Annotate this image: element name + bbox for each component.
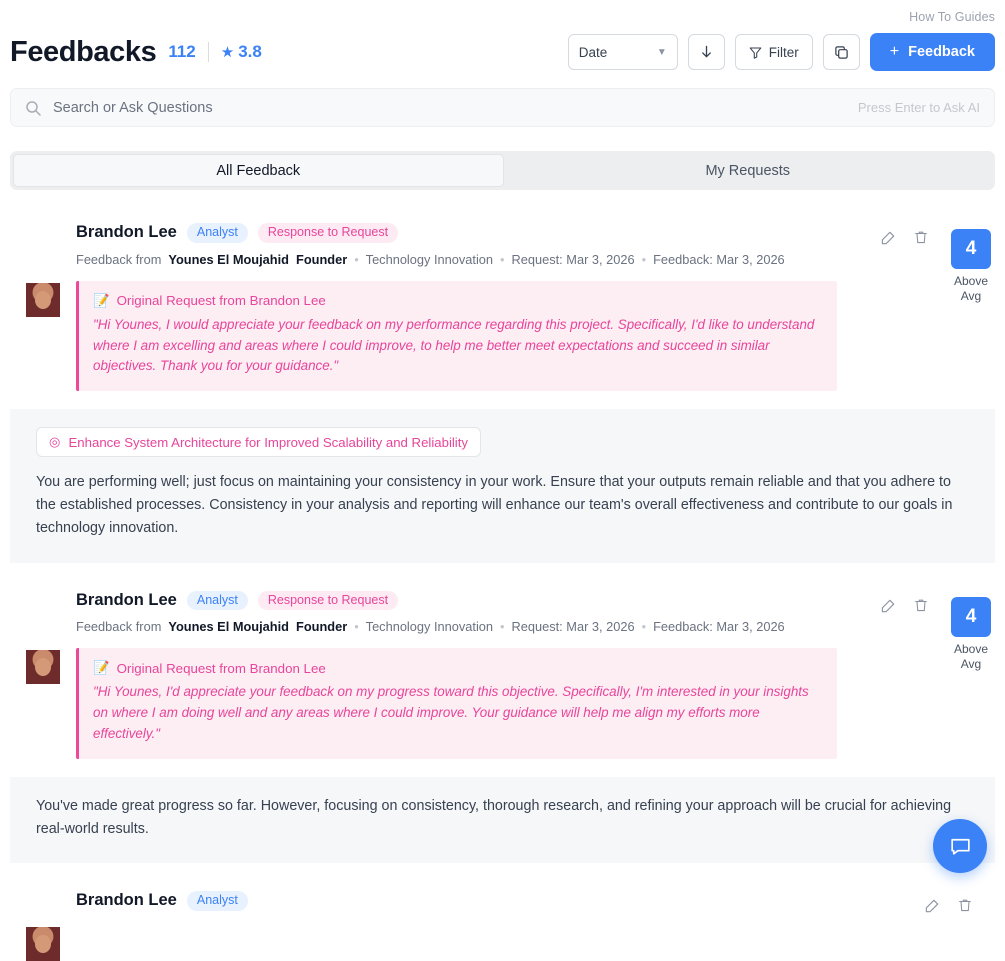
score-block: [951, 597, 995, 672]
objective-badge[interactable]: [36, 427, 481, 457]
role-badge: Analyst: [187, 891, 248, 911]
feedback-person-row: [76, 891, 248, 911]
feedback-person-row: [76, 223, 785, 243]
feedback-meta: [76, 252, 785, 267]
tab-my-requests[interactable]: My Requests: [705, 162, 791, 179]
arrow-down-icon: [699, 44, 714, 60]
add-feedback-label: Feedback: [908, 44, 975, 60]
card-separator: [0, 863, 1005, 873]
avatar: [26, 283, 60, 317]
feedback-card: [0, 873, 1005, 961]
avatar: [26, 927, 60, 961]
feedback-card: [0, 573, 1005, 863]
original-request-title: Original Request from Brandon Lee: [116, 293, 326, 309]
meta-separator-icon: •: [500, 251, 505, 267]
document-icon: 📝: [93, 660, 110, 676]
original-request-title-row: [93, 293, 821, 309]
card-separator: [0, 563, 1005, 573]
search-icon: [25, 100, 41, 116]
score-label: Above Avg: [953, 641, 989, 671]
header-actions: [568, 33, 995, 71]
feedback-list: [0, 205, 1005, 910]
meta-separator-icon: •: [354, 251, 359, 267]
type-badge: Response to Request: [258, 591, 398, 611]
meta-feedback-date: Feedback: Mar 3, 2026: [653, 251, 785, 267]
meta-author: Younes El Moujahid: [168, 251, 289, 267]
objective-label: Enhance System Architecture for Improved Scalability and Reliability: [68, 434, 468, 450]
original-request-row: [10, 281, 995, 391]
meta-separator-icon: •: [500, 619, 505, 635]
filter-button[interactable]: [735, 34, 813, 70]
sort-direction-button[interactable]: [688, 34, 725, 70]
search-bar[interactable]: [10, 88, 995, 127]
page-header: [0, 26, 1005, 78]
page-title: Feedbacks: [10, 35, 157, 68]
target-icon: ◎: [49, 434, 61, 450]
type-badge: Response to Request: [258, 223, 398, 243]
original-request-row: [10, 925, 995, 961]
chat-icon: [948, 834, 973, 859]
feedback-card-actions: [924, 897, 995, 919]
original-request-title: Original Request from Brandon Lee: [116, 660, 326, 676]
copy-icon: [834, 45, 849, 60]
meta-request-date: Request: Mar 3, 2026: [511, 251, 635, 267]
score-label: Above Avg: [953, 274, 989, 303]
meta-author-role: Founder: [296, 619, 348, 635]
funnel-icon: [749, 46, 762, 59]
filter-button-label: Filter: [768, 44, 799, 60]
chevron-down-icon: ▼: [656, 46, 667, 58]
document-icon: 📝: [93, 292, 110, 308]
chat-fab-button[interactable]: [933, 819, 987, 873]
role-badge: Analyst: [187, 223, 248, 243]
score-block: [951, 229, 995, 304]
feedback-answer-text: You are performing well; just focus on maintaining your consistency in your work. Ensure that your outputs remain reliable and that you adhere to the established processes. Consistency in your analysis and reporting will enhance our team's overall effectiveness and contribute to our goals in technology innovation.: [36, 474, 953, 537]
original-request-quote: [76, 648, 837, 758]
feedback-person-name: Brandon Lee: [76, 891, 177, 910]
meta-author-role: Founder: [296, 251, 348, 267]
tab-all-feedback[interactable]: All Feedback: [13, 154, 504, 187]
edit-icon[interactable]: [880, 597, 897, 619]
sort-select-value: Date: [578, 44, 608, 60]
star-icon: ★: [220, 43, 235, 61]
feedback-card-actions: [880, 229, 995, 304]
original-request-quote: [76, 281, 837, 391]
feedback-answer: [10, 409, 995, 562]
feedback-card-headinfo: [76, 591, 785, 635]
meta-separator-icon: •: [354, 619, 359, 635]
feedback-count: 112: [168, 42, 196, 61]
trash-icon[interactable]: [957, 897, 973, 919]
edit-icon[interactable]: [880, 229, 897, 251]
feedback-answer: [10, 777, 995, 863]
trash-icon[interactable]: [913, 229, 929, 251]
feedback-card-headinfo: [76, 223, 785, 267]
feedback-person-name: Brandon Lee: [76, 223, 177, 242]
meta-separator-icon: •: [641, 619, 647, 635]
original-request-text: "Hi Younes, I'd appreciate your feedback on my progress toward this objective. Specifically, I'm interested in your insights on where I am doing well and any areas where I could improve. Your guidance will help me align my efforts more effectively.": [93, 684, 809, 741]
search-ai-hint: Press Enter to Ask AI: [857, 100, 980, 115]
meta-prefix: Feedback from: [76, 619, 162, 635]
score-value: 4: [951, 229, 991, 269]
original-request-text: "Hi Younes, I would appreciate your feedback on my performance regarding this project. Specifically, I'd like to understand where I am excelling and areas where I could improve, to help me better meet expectations and succeed in similar objectives. Thank you for your guidance.": [93, 316, 815, 374]
meta-team: Technology Innovation: [365, 619, 494, 635]
role-badge: Analyst: [187, 591, 248, 611]
add-feedback-button[interactable]: [870, 33, 995, 71]
original-request-row: [10, 648, 995, 758]
plus-icon: +: [889, 43, 900, 60]
trash-icon[interactable]: [913, 597, 929, 619]
feedback-card-header: [10, 891, 995, 911]
feedback-meta: [76, 619, 785, 634]
meta-request-date: Request: Mar 3, 2026: [511, 619, 635, 635]
score-value: 4: [951, 597, 991, 637]
original-request-title-row: [93, 660, 821, 676]
meta-team: Technology Innovation: [365, 251, 494, 267]
feedback-tabs: [10, 151, 995, 190]
copy-button[interactable]: [823, 34, 860, 70]
meta-author: Younes El Moujahid: [168, 619, 289, 635]
how-to-guides-link[interactable]: How To Guides: [909, 10, 995, 24]
meta-separator-icon: •: [641, 251, 647, 267]
search-input[interactable]: [51, 99, 858, 117]
feedback-card: [0, 205, 1005, 563]
rating-display: [221, 42, 262, 62]
edit-icon[interactable]: [924, 897, 941, 919]
feedback-person-row: [76, 591, 785, 611]
feedback-card-actions: [880, 597, 995, 672]
avatar: [26, 650, 60, 684]
header-divider: [208, 42, 209, 62]
feedback-answer-text: You've made great progress so far. However, focusing on consistency, thorough research, and refining your approach will be crucial for achieving real-world results.: [36, 797, 952, 837]
meta-feedback-date: Feedback: Mar 3, 2026: [653, 619, 785, 635]
sort-select[interactable]: [568, 34, 678, 70]
feedback-person-name: Brandon Lee: [76, 590, 177, 609]
feedback-card-headinfo: [76, 891, 248, 911]
rating-value: 3.8: [238, 42, 262, 61]
meta-prefix: Feedback from: [76, 251, 162, 267]
